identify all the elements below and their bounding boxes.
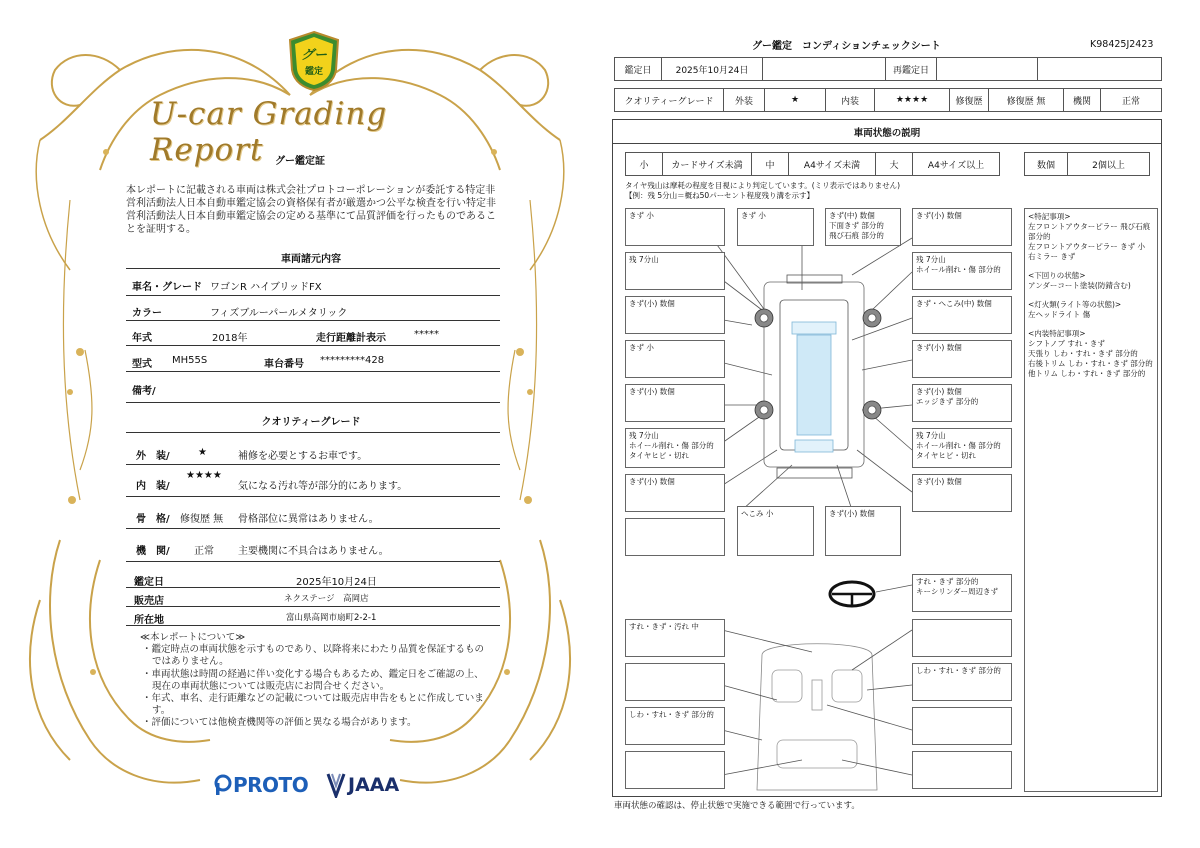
reinspect-value-cell: [936, 57, 1038, 81]
report-notes: [140, 632, 492, 730]
year-value: 2018年: [212, 333, 248, 344]
damage-box: [625, 663, 725, 701]
divider: [126, 432, 500, 433]
spec-row-color: [126, 299, 500, 321]
damage-box: [912, 751, 1012, 789]
special-title: <特記事項>: [1028, 212, 1071, 221]
note-item: ・年式、車名、走行距離などの記載については販売店申告をもとに作成しています。: [142, 693, 484, 717]
quality-section-title: クオリティーグレード: [261, 417, 361, 428]
divider: [126, 402, 500, 403]
interior-notes-text: シフトノブ すれ・きず 天張り しわ・すれ・きず 部分的 右後トリム しわ・すれ・きず 部分的 他トリム しわ・すれ・きず 部分的: [1028, 339, 1153, 378]
lamp-title: <灯火類(ライト等の状態)>: [1028, 300, 1122, 309]
date-label-cell: 鑑定日: [614, 57, 662, 81]
damage-box: すれ・きず 部分的 キーシリンダー周辺きず: [912, 574, 1012, 612]
damage-box: 残 7分山 ホイール削れ・傷 部分的: [912, 252, 1012, 290]
divider: [126, 496, 500, 497]
color-label: カラー: [132, 308, 162, 319]
damage-box: きず(小) 数個: [912, 208, 1012, 246]
quality-row-exterior: [126, 442, 500, 464]
damage-box: [912, 707, 1012, 745]
legend-small-desc: カードサイズ未満: [662, 152, 752, 176]
damage-box: きず 小: [625, 208, 725, 246]
special-text: 左フロントアウターピラー 飛び石痕 部分的 左フロントアウターピラー きず 小 右ミラー きず: [1028, 222, 1151, 261]
damage-box: しわ・すれ・きず 部分的: [625, 707, 725, 745]
damage-box: きず 小: [737, 208, 814, 246]
spec-row-model: [126, 350, 500, 372]
address-value: 富山県高岡市扇町2-2-1: [286, 613, 377, 623]
engine-desc: 主要機関に不具合はありません。: [238, 546, 389, 557]
divider: [126, 295, 500, 296]
damage-box: 残 7分山: [625, 252, 725, 290]
engine-label: 機 関/: [136, 546, 170, 557]
int-label-cell: 内装: [825, 88, 875, 112]
spec-row-name: [126, 273, 500, 295]
note-item: ・車両状態は時間の経過に伴い変化する場合もあるため、鑑定日をご確認の上、現在の車両状態については販売店にお問合せください。: [142, 668, 484, 692]
quality-row-engine: [126, 537, 500, 559]
quality-row-interior: [126, 470, 500, 492]
sheet-id: K98425J2423: [1090, 39, 1154, 50]
name-label: 車名・グレード: [132, 282, 202, 293]
engine-value-cell: 正常: [1100, 88, 1162, 112]
divider: [126, 528, 500, 529]
chassis-value: *********428: [320, 355, 385, 366]
state-section-title: 車両状態の説明: [612, 119, 1162, 144]
damage-box: きず(小) 数個: [625, 296, 725, 334]
note-item: ・鑑定時点の車両状態を示すものであり、以降将来にわたり品質を保証するものではありません。: [142, 644, 485, 668]
special-notes-panel: [1024, 208, 1158, 792]
footer-logos: [214, 770, 414, 800]
divider: [126, 371, 500, 372]
under-title: <下回りの状態>: [1028, 271, 1086, 280]
goo-kantei-badge: [286, 30, 342, 92]
mileage-value: *****: [414, 329, 439, 340]
tire-note-example: 【例：残 5分山＝概ね50パーセント程度残り溝を示す】: [625, 191, 815, 200]
damage-box: きず(小) 数個 エッジきず 部分的: [912, 384, 1012, 422]
damage-box: 残 7分山 ホイール削れ・傷 部分的 タイヤヒビ・切れ: [625, 428, 725, 468]
legend-large-desc: A4サイズ以上: [912, 152, 1000, 176]
divider: [126, 625, 500, 626]
ext-label-cell: 外装: [723, 88, 765, 112]
year-label: 年式: [132, 333, 152, 344]
notes-title: ≪本レポートについて≫: [140, 632, 246, 643]
lamp-text: 左ヘッドライト 傷: [1028, 310, 1091, 319]
engine-label-cell: 機関: [1063, 88, 1101, 112]
model-value: MH55S: [172, 355, 208, 366]
damage-box: [912, 619, 1012, 657]
divider: [126, 268, 500, 269]
frame-desc: 骨格部位に異常はありません。: [238, 514, 379, 525]
proto-logo-icon: [214, 774, 232, 796]
under-text: アンダーコート塗装(防錆含む): [1028, 281, 1131, 290]
interior-desc: 気になる汚れ等が部分的にあります。: [238, 481, 408, 492]
damage-box: きず(小) 数個: [912, 340, 1012, 378]
certificate-title: グー鑑定証: [275, 156, 325, 167]
jaaa-logo: JAAA: [348, 774, 400, 796]
qg-label-cell: クオリティーグレード: [614, 88, 724, 112]
damage-box: きず(小) 数個: [825, 506, 901, 556]
damage-box: きず(小) 数個: [625, 474, 725, 512]
empty-cell: [762, 57, 886, 81]
certificate-body: 本レポートに記載される車両は株式会社プロトコーポレーションが委託する特定非営利活動法人日本自動車鑑定協会の資格保有者が厳選かつ公平な検査を行い特定非営利活動法人日本自動車鑑定協会の定める基準にて品質評価を行ったものであることを証明する。: [126, 185, 496, 235]
damage-box: [625, 518, 725, 556]
damage-box: すれ・きず・汚れ 中: [625, 619, 725, 657]
damage-box: きず(小) 数個: [625, 384, 725, 422]
legend-count-desc: 2個以上: [1067, 152, 1150, 176]
interior-label: 内 装/: [136, 481, 170, 492]
spec-section-title: 車両諸元内容: [281, 254, 341, 265]
jaaa-logo-icon: [326, 772, 346, 798]
report-script-title: U-car Grading Report: [150, 96, 388, 168]
date-value: 2025年10月24日: [296, 577, 377, 588]
damage-box: [625, 751, 725, 789]
legend-large: 大: [875, 152, 913, 176]
repair-value-cell: 修復歴 無: [988, 88, 1064, 112]
sheet-footer: 車両状態の確認は、停止状態で実施できる範囲で行っています。: [614, 801, 860, 811]
damage-box: へこみ 小: [737, 506, 814, 556]
note-item: ・評価については他検査機関等の評価と異なる場合があります。: [142, 717, 417, 729]
spec-row-year: [126, 324, 500, 346]
reinspect-label-cell: 再鑑定日: [885, 57, 937, 81]
divider: [126, 561, 500, 562]
spec-row-remarks: [126, 377, 500, 399]
repair-label-cell: 修復歴: [949, 88, 989, 112]
damage-box: きず(中) 数個 下面きず 部分的 飛び石痕 部分的: [825, 208, 901, 246]
badge-bottom-text: 鑑定: [304, 67, 323, 77]
int-value-cell: ★★★★: [874, 88, 950, 112]
damage-box: きず(小) 数個: [912, 474, 1012, 512]
frame-value: 修復歴 無: [180, 514, 224, 525]
proto-logo: PROTO: [233, 773, 309, 797]
legend-count: 数個: [1024, 152, 1068, 176]
divider: [126, 345, 500, 346]
address-label: 所在地: [134, 615, 164, 626]
damage-box: 残 7分山 ホイール削れ・傷 部分的 タイヤヒビ・切れ: [912, 428, 1012, 468]
divider: [126, 320, 500, 321]
chassis-label: 車台番号: [264, 359, 304, 370]
legend-small: 小: [625, 152, 663, 176]
shop-label: 販売店: [134, 596, 164, 607]
tire-note: タイヤ残山は摩耗の程度を目視により判定しています。(ミリ表示ではありません): [625, 181, 901, 190]
color-value: フィズブルーパールメタリック: [210, 308, 348, 319]
damage-box: しわ・すれ・きず 部分的: [912, 663, 1012, 701]
legend-mid: 中: [751, 152, 789, 176]
damage-box: きず・へこみ(中) 数個: [912, 296, 1012, 334]
empty-cell: [1037, 57, 1162, 81]
frame-label: 骨 格/: [136, 514, 170, 525]
badge-top-text: グー: [300, 48, 327, 63]
sheet-title: グー鑑定 コンディションチェックシート: [752, 41, 941, 52]
exterior-label: 外 装/: [136, 451, 170, 462]
ext-value-cell: ★: [764, 88, 826, 112]
interior-grade: ★★★★: [186, 470, 222, 481]
remarks-label: 備考/: [132, 386, 156, 397]
exterior-desc: 補修を必要とするお車です。: [238, 451, 368, 462]
divider: [126, 464, 500, 465]
legend-mid-desc: A4サイズ未満: [788, 152, 876, 176]
date-label: 鑑定日: [134, 577, 164, 588]
shop-value: ネクステージ 高岡店: [284, 594, 369, 604]
quality-row-frame: [126, 505, 500, 527]
interior-notes-title: <内装特記事項>: [1028, 329, 1086, 338]
damage-box: きず 小: [625, 340, 725, 378]
mileage-label: 走行距離計表示: [316, 333, 386, 344]
date-value-cell: 2025年10月24日: [661, 57, 763, 81]
engine-value: 正常: [194, 546, 214, 557]
exterior-grade: ★: [198, 447, 207, 458]
name-value: ワゴンR ハイブリッドFX: [210, 282, 322, 293]
model-label: 型式: [132, 359, 152, 370]
